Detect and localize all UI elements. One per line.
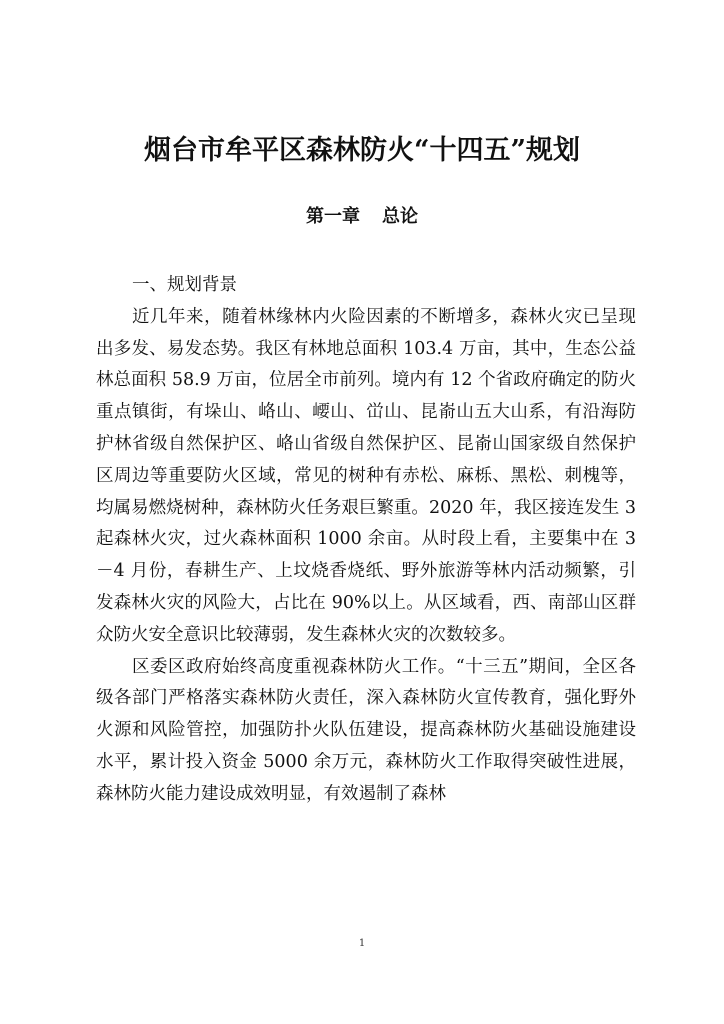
page-number: 1 (358, 938, 366, 949)
paragraph-background: 近几年来，随着林缘林内火险因素的不断增多，森林火灾已呈现出多发、易发态势。我区有林地总面积 103.4 万亩，其中，生态公益林总面积 58.9 万亩，位居全市前列。境内有 12 个省政府确定的防火重点镇街，有垛山、峈山、崾山、峃山、昆嵛山五大山系，有沿海防护林省级自然保护区、峈山省级自然保护区、昆嵛山国家级自然保护区周边等重要防火区域，常见的树种有赤松、麻栎、黑松、刺槐等，均属易燃烧树种，森林防火任务艰巨繁重。2020 年，我区接连发生 3 起森林火灾，过火森林面积 1000 余亩。从时段上看，主要集中在 3－4 月份，春耕生产、上坟烧香烧纸、野外旅游等林内活动频繁，引发森林火灾的风险大，占比在 90%以上。从区域看，西、南部山区群众防火安全意识比较薄弱，发生森林火灾的次数较多。 (96, 306, 636, 645)
body-text (96, 270, 636, 811)
chapter-number: 第一章 (306, 206, 360, 227)
paragraph-government: 区委区政府始终高度重视森林防火工作。“十三五”期间，全区各级各部门严格落实森林防火责任，深入森林防火宣传教育，强化野外火源和风险管控，加强防扑火队伍建设，提高森林防火基础设施建设水平，累计投入资金 5000 余万元，森林防火工作取得突破性进展，森林防火能力建设成效明显，有效遏制了森林 (96, 656, 636, 804)
section-heading: 一、规划背景 (132, 275, 237, 295)
chapter-name: 总论 (382, 206, 418, 227)
document-title: 烟台市牟平区森林防火“十四五”规划 (143, 135, 581, 166)
chapter-heading (0, 202, 724, 228)
